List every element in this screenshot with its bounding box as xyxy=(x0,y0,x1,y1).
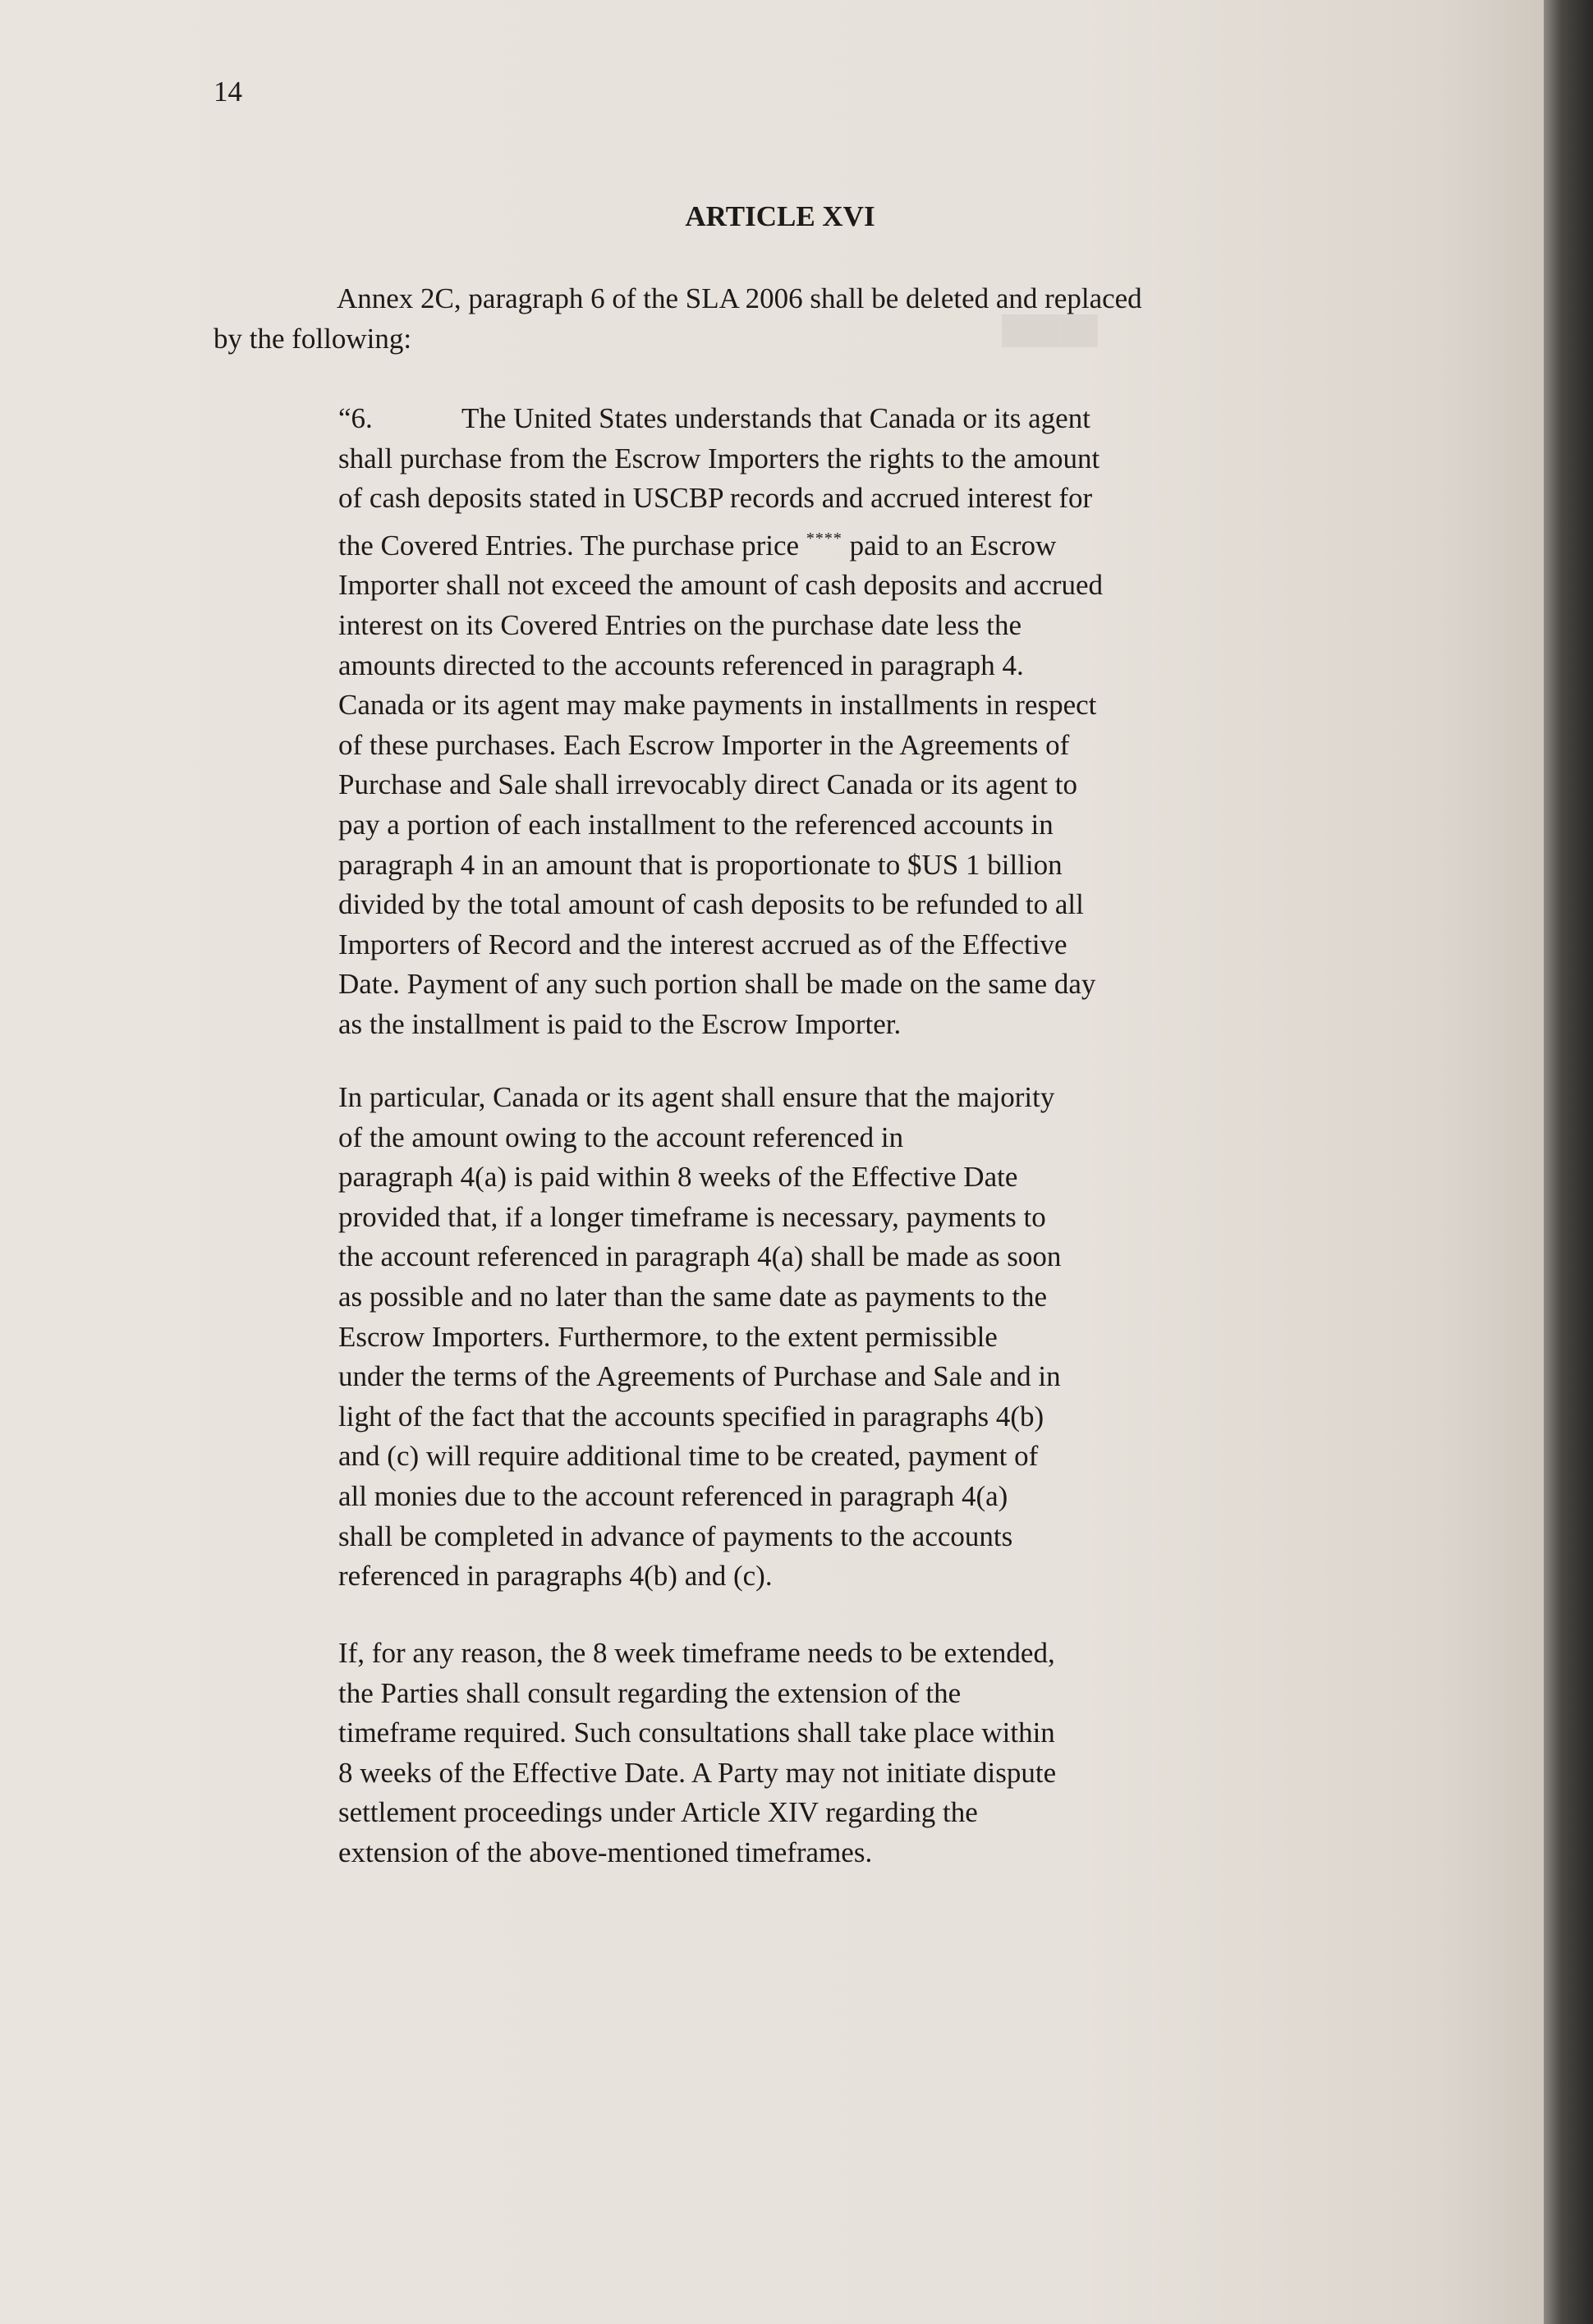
paragraph-line: In particular, Canada or its agent shall ensure that the majority xyxy=(338,1081,1055,1113)
paragraph-line: shall be completed in advance of payments to the accounts xyxy=(338,1520,1013,1552)
paragraph-line: of cash deposits stated in USCBP records and accrued interest for xyxy=(338,482,1093,515)
paragraph-6 xyxy=(338,399,1103,1045)
price-text-after: paid to an Escrow xyxy=(842,529,1057,562)
article-heading: ARTICLE XVI xyxy=(685,200,875,232)
paragraph-line: all monies due to the account referenced in paragraph 4(a) xyxy=(338,1479,1008,1512)
paragraph-line: provided that, if a longer timeframe is necessary, payments to xyxy=(338,1200,1046,1233)
paragraph-line: of the amount owing to the account referenced in xyxy=(338,1121,904,1153)
paragraph-line: shall purchase from the Escrow Importers the rights to the amount xyxy=(338,442,1100,474)
paragraph-line: Purchase and Sale shall irrevocably direct Canada or its agent to xyxy=(338,768,1077,801)
footnote-stars: **** xyxy=(806,529,842,548)
paragraph-line: of these purchases. Each Escrow Importer in the Agreements of xyxy=(338,728,1070,761)
paragraph-number: “6. xyxy=(338,402,373,434)
paragraph-line: Escrow Importers. Furthermore, to the extent permissible xyxy=(338,1320,998,1353)
intro-paragraph xyxy=(213,279,1142,359)
paragraph-line-text: The United States understands that Canada or its agent xyxy=(461,402,1090,434)
paragraph-if-for-any-reason xyxy=(338,1634,1056,1873)
paragraph-line: as the installment is paid to the Escrow Importer. xyxy=(338,1007,902,1040)
paragraph-line: extension of the above-mentioned timeframes. xyxy=(338,1836,873,1868)
paragraph-line: Importer shall not exceed the amount of cash deposits and accrued xyxy=(338,569,1104,602)
paragraph-line xyxy=(338,519,1103,566)
paragraph-line: referenced in paragraphs 4(b) and (c). xyxy=(338,1560,773,1593)
paragraph-line: settlement proceedings under Article XIV regarding the xyxy=(338,1796,978,1829)
paragraph-line: Date. Payment of any such portion shall be made on the same day xyxy=(338,968,1096,1001)
paragraph-line: pay a portion of each installment to the referenced accounts in xyxy=(338,808,1054,841)
paragraph-line: paragraph 4(a) is paid within 8 weeks of the Effective Date xyxy=(338,1161,1018,1194)
paragraph-line: and (c) will require additional time to be created, payment of xyxy=(338,1440,1039,1473)
paragraph-line: Importers of Record and the interest accrued as of the Effective xyxy=(338,928,1067,960)
page-edge-shadow xyxy=(1544,0,1593,2324)
paragraph-line: light of the fact that the accounts specified in paragraphs 4(b) xyxy=(338,1400,1044,1432)
paragraph-line: If, for any reason, the 8 week timeframe needs to be extended, xyxy=(338,1637,1055,1669)
paragraph-line: the Parties shall consult regarding the extension of the xyxy=(338,1676,962,1709)
page-number: 14 xyxy=(213,76,242,108)
paragraph-line: Canada or its agent may make payments in installments in respect xyxy=(338,689,1097,722)
bleed-through-shadow: █████ xyxy=(1002,316,1098,346)
paragraph-line: interest on its Covered Entries on the purchase date less the xyxy=(338,608,1021,641)
intro-line: by the following: xyxy=(213,322,412,355)
paragraph-line: paragraph 4 in an amount that is proportionate to $US 1 billion xyxy=(338,848,1063,881)
paragraph-line xyxy=(338,399,1103,439)
paragraph-line: divided by the total amount of cash deposits to be refunded to all xyxy=(338,888,1084,921)
intro-line: Annex 2C, paragraph 6 of the SLA 2006 shall be deleted and replaced xyxy=(337,282,1142,314)
paragraph-line: timeframe required. Such consultations shall take place within xyxy=(338,1717,1055,1749)
paragraph-line: the account referenced in paragraph 4(a) shall be made as soon xyxy=(338,1240,1062,1273)
paragraph-line: as possible and no later than the same date as payments to the xyxy=(338,1280,1048,1313)
price-text-before: the Covered Entries. The purchase price xyxy=(338,529,806,562)
paragraph-line: 8 weeks of the Effective Date. A Party may not initiate dispute xyxy=(338,1756,1057,1789)
paragraph-in-particular xyxy=(338,1078,1061,1597)
paragraph-line: under the terms of the Agreements of Purchase and Sale and in xyxy=(338,1360,1061,1393)
paragraph-line: amounts directed to the accounts referenced in paragraph 4. xyxy=(338,649,1024,681)
